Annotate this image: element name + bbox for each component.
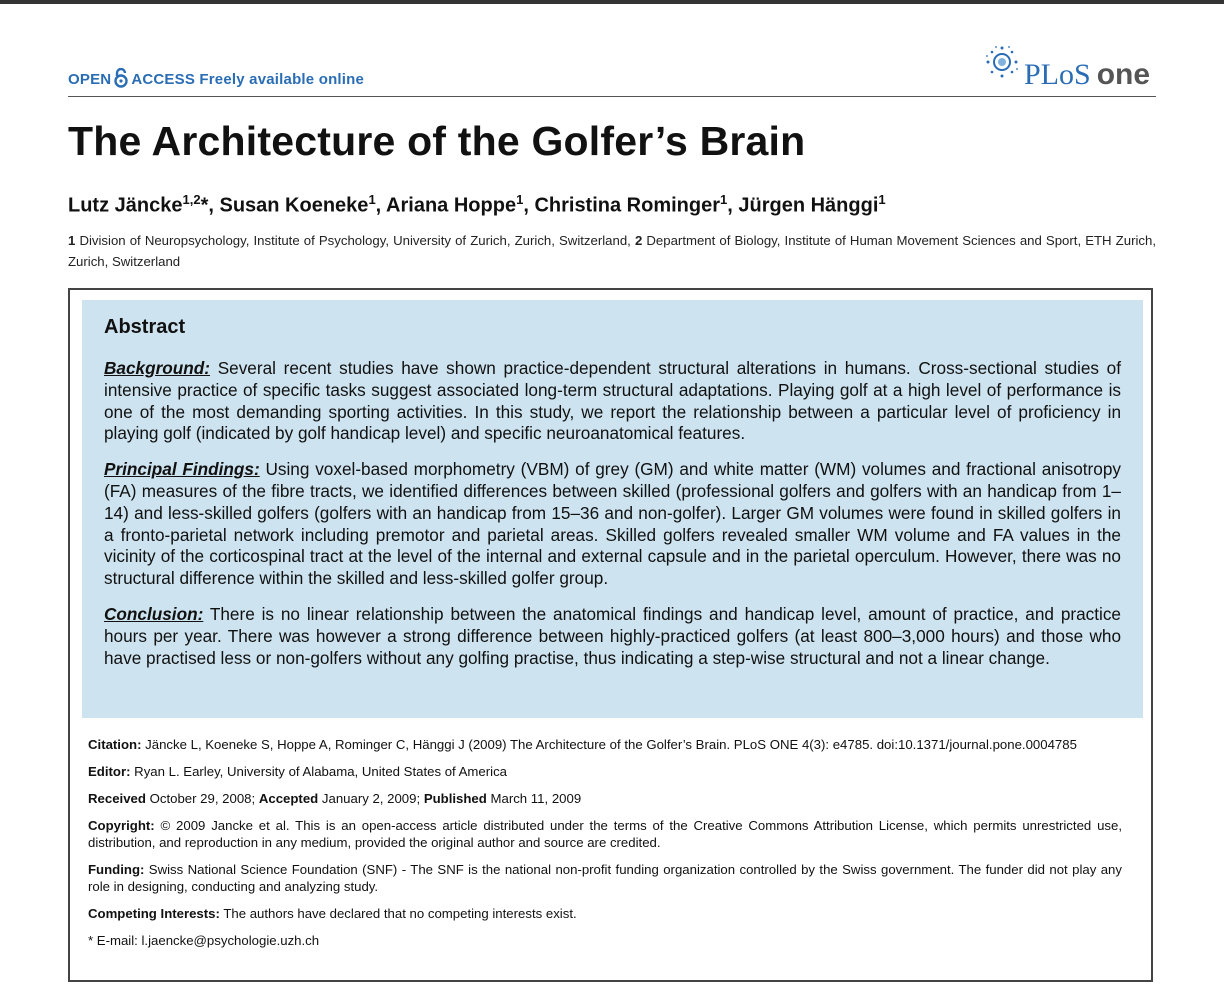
- plos-wordmark: [1024, 58, 1150, 92]
- copyright-text: © 2009 Jancke et al. This is an open-access article distributed under the terms of the Creative Commons Attribution License, which permits unrestricted use, distribution, and reproduction in any medium, provided the original author and source are credited.: [88, 818, 1122, 850]
- abstract-background: [104, 358, 1121, 445]
- accepted-label: Accepted: [258, 791, 319, 806]
- journal-header: [68, 38, 1156, 97]
- one-wordmark-text: one: [1096, 58, 1151, 91]
- conclusion-text: There is no linear relationship between the anatomical findings and handicap level, amount of practice, and practice hours per year. There was however a strong difference between highly-practiced golfers (at least 800–3,000 hours) and those who have practised less or non-golfers without any golfing practise, thus indicating a step-wise structural and not a linear change.: [104, 603, 1121, 668]
- abstract-findings: [104, 459, 1121, 590]
- abstract-frame: [68, 288, 1153, 982]
- dates: [88, 790, 1122, 807]
- top-rule: [0, 0, 1224, 4]
- plos-one-logo[interactable]: [984, 44, 1156, 90]
- editor: [88, 763, 1122, 780]
- citation-label: Citation:: [88, 737, 142, 752]
- background-label: Background:: [104, 358, 210, 378]
- email: [88, 932, 1122, 949]
- published-date: March 11, 2009: [490, 791, 582, 806]
- abstract-box: [82, 300, 1143, 718]
- citation: [88, 736, 1122, 753]
- affiliation-number: 1: [68, 233, 76, 248]
- author-name: Christina Rominger: [534, 194, 721, 217]
- open-label: OPEN: [68, 71, 112, 88]
- editor-label: Editor:: [88, 764, 131, 779]
- abstract-body: [104, 358, 1121, 683]
- affiliation-number: 2: [634, 233, 643, 248]
- author-affiliation-sup: 1,2: [182, 192, 201, 207]
- published-label: Published: [423, 791, 487, 806]
- author-name: Lutz Jäncke: [68, 194, 183, 217]
- funding-text: Swiss National Science Foundation (SNF) - The SNF is the national non-profit funding organization controlled by the Swiss government. The funder did not play any role in designing, conducting and analyzing study.: [88, 862, 1122, 894]
- citation-text[interactable]: Jäncke L, Koeneke S, Hoppe A, Rominger C, Hänggi J (2009) The Architecture of the Golfer’s Brain. PLoS ONE 4(3): e4785. doi:10.1371/journal.pone.0004785: [145, 737, 1077, 752]
- received-label: Received: [88, 791, 146, 806]
- plos-burst-icon: [984, 44, 1020, 85]
- author-affiliation-sup: 1: [368, 192, 376, 207]
- author-name: Susan Koeneke: [219, 194, 369, 217]
- funding-label: Funding:: [88, 862, 145, 877]
- conclusion-label: Conclusion:: [104, 603, 204, 624]
- plos-wordmark-text: PLoS: [1024, 58, 1091, 91]
- author-name: Ariana Hoppe: [386, 194, 517, 217]
- author-affiliation-sup: 1: [516, 192, 524, 207]
- access-label: ACCESS: [131, 71, 196, 88]
- received-date: October 29, 2008;: [149, 791, 256, 806]
- background-text: Several recent studies have shown practice-dependent structural alterations in humans. Cross-sectional studies of intensive practice of specific tasks suggest associated long-term structural adaptations. Playing golf at a high level of performance is one of the most demanding sporting activities. In this study, we report the relationship between a particular level of proficiency in playing golf (indicated by golf handicap level) and specific neuroanatomical features.: [104, 358, 1121, 444]
- abstract-conclusion: [104, 604, 1121, 669]
- freely-available-label: Freely available online: [199, 71, 365, 88]
- corresponding-mark: *: [200, 194, 209, 217]
- author-affiliation-sup: 1: [878, 192, 886, 207]
- funding: [88, 861, 1122, 895]
- open-lock-icon: [114, 68, 128, 92]
- author-list: Lutz Jäncke$^{1,2}$*, Susan Koeneke$^1$, Ariana Hoppe$^1$, Christina Rominger$^1$, Jürgen Hänggi$^1$: [68, 192, 886, 217]
- email-label: * E-mail:: [88, 933, 138, 948]
- copyright: [88, 817, 1122, 851]
- findings-text: Using voxel-based morphometry (VBM) of grey (GM) and white matter (WM) volumes and fractional anisotropy (FA) measures of the fibre tracts, we identified differences between skilled (professional golfers and golfers with an handicap from 1–14) and less-skilled golfers (golfers with an handicap from 15–36 and non-golfer). Larger GM volumes were found in skilled golfers in a fronto-parietal network including premotor and parietal areas. Skilled golfers revealed smaller WM volume and FA values in the vicinity of the corticospinal tract at the level of the internal and external capsule and in the parietal operculum. However, there was no structural difference within the skilled and less-skilled golfer group.: [104, 459, 1121, 589]
- abstract-heading: Abstract: [104, 316, 186, 338]
- open-access-banner: [68, 68, 364, 92]
- editor-text: Ryan L. Earley, University of Alabama, United States of America: [134, 764, 508, 779]
- email-link[interactable]: l.jaencke@psychologie.uzh.ch: [141, 933, 320, 948]
- findings-label: Principal Findings:: [104, 459, 260, 480]
- article-metadata: [88, 736, 1122, 959]
- author-affiliation-sup: 1: [720, 192, 728, 207]
- copyright-label: Copyright:: [88, 818, 155, 833]
- competing-interests: [88, 905, 1122, 922]
- affiliation-text: Division of Neuropsychology, Institute of Psychology, University of Zurich, Zurich, Switzerland,: [79, 233, 631, 248]
- article-title: The Architecture of the Golfer’s Brain: [68, 118, 806, 164]
- affiliations: [68, 230, 1156, 272]
- author-name: Jürgen Hänggi: [738, 194, 879, 217]
- competing-text: The authors have declared that no competing interests exist.: [223, 906, 577, 921]
- accepted-date: January 2, 2009;: [321, 791, 421, 806]
- competing-label: Competing Interests:: [88, 906, 220, 921]
- affiliation-text: Department of Biology, Institute of Human Movement Sciences and Sport, ETH Zurich, Zurich, Switzerland: [68, 233, 1156, 269]
